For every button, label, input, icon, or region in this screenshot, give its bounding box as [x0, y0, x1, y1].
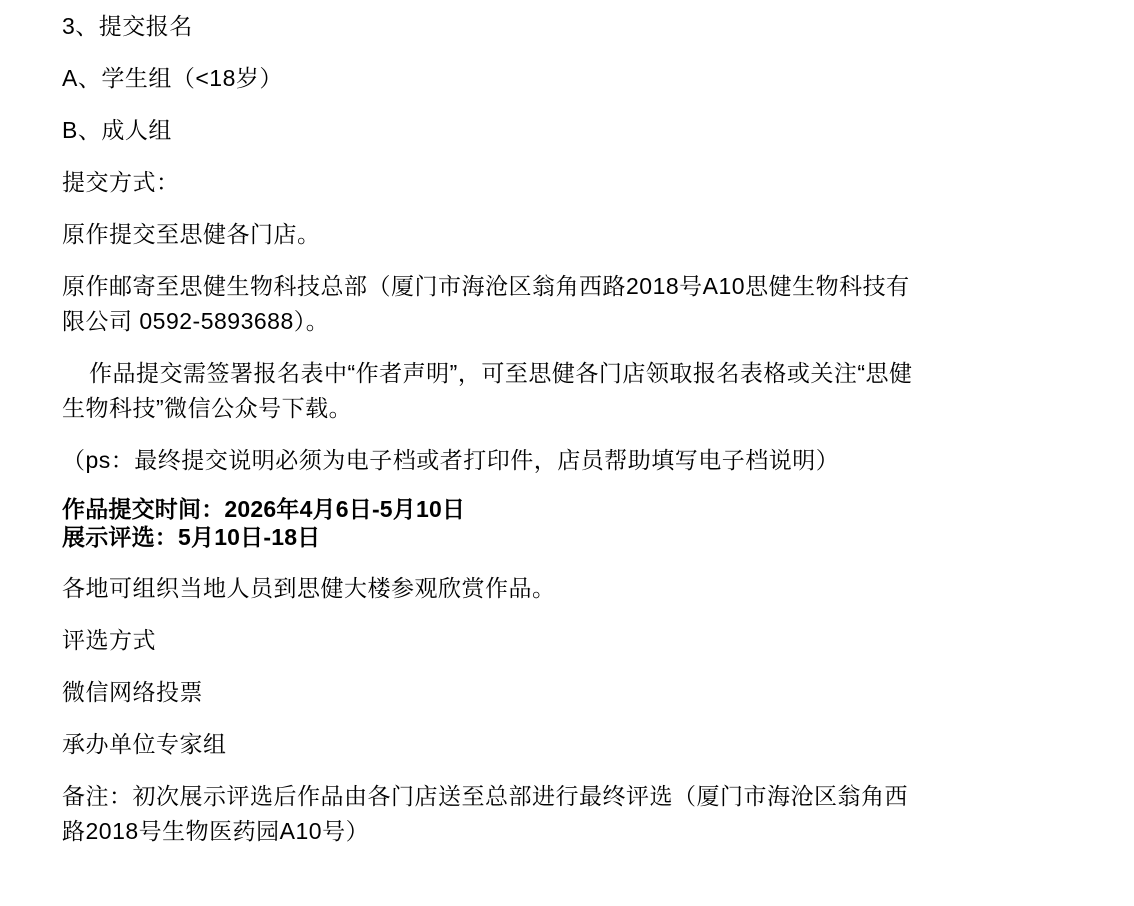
paragraph-remarks [62, 779, 1086, 849]
text-line: 承办单位专家组 [62, 731, 227, 757]
text-line: 原作提交至思健各门店。 [62, 221, 321, 247]
paragraph-mail-to-headquarters [62, 269, 1086, 339]
paragraph-group-student [62, 61, 1086, 96]
paragraph-submission-method-label [62, 165, 1086, 200]
text-line: 提交方式： [62, 169, 180, 195]
text-line: 作品提交需签署报名表中“作者声明”，可至思健各门店领取报名表格或关注“思健 [89, 360, 913, 386]
text-line: 微信网络投票 [62, 679, 203, 705]
paragraph-schedule [62, 495, 1086, 551]
paragraph-wechat-voting [62, 675, 1086, 710]
paragraph-exhibition-visit [62, 571, 1086, 606]
text-line: （ps：最终提交说明必须为电子档或者打印件，店员帮助填写电子档说明） [62, 447, 840, 473]
text-line: A、学生组（<18岁） [62, 65, 283, 91]
text-line: 3、提交报名 [62, 13, 193, 39]
paragraph-expert-panel [62, 727, 1086, 762]
paragraph-author-declaration [62, 356, 1086, 426]
paragraph-ps-note [62, 443, 1086, 478]
text-line: 生物科技”微信公众号下载。 [62, 395, 353, 421]
paragraph-heading-submit-registration [62, 9, 1086, 44]
text-line-exhibition-dates: 展示评选：5月10日-18日 [62, 524, 321, 550]
text-line: 各地可组织当地人员到思健大楼参观欣赏作品。 [62, 575, 556, 601]
text-line: B、成人组 [62, 117, 172, 143]
text-line-submission-dates: 作品提交时间：2026年4月6日-5月10日 [62, 496, 466, 522]
paragraph-submit-to-stores [62, 217, 1086, 252]
text-line: 限公司 0592-5893688）。 [62, 308, 330, 334]
text-line: 原作邮寄至思健生物科技总部（厦门市海沧区翁角西路2018号A10思健生物科技有 [62, 273, 910, 299]
text-line: 路2018号生物医药园A10号） [62, 818, 370, 844]
text-line: 备注：初次展示评选后作品由各门店送至总部进行最终评选（厦门市海沧区翁角西 [62, 783, 908, 809]
paragraph-group-adult [62, 113, 1086, 148]
paragraph-selection-method-label [62, 623, 1086, 658]
text-line: 评选方式 [62, 627, 156, 653]
